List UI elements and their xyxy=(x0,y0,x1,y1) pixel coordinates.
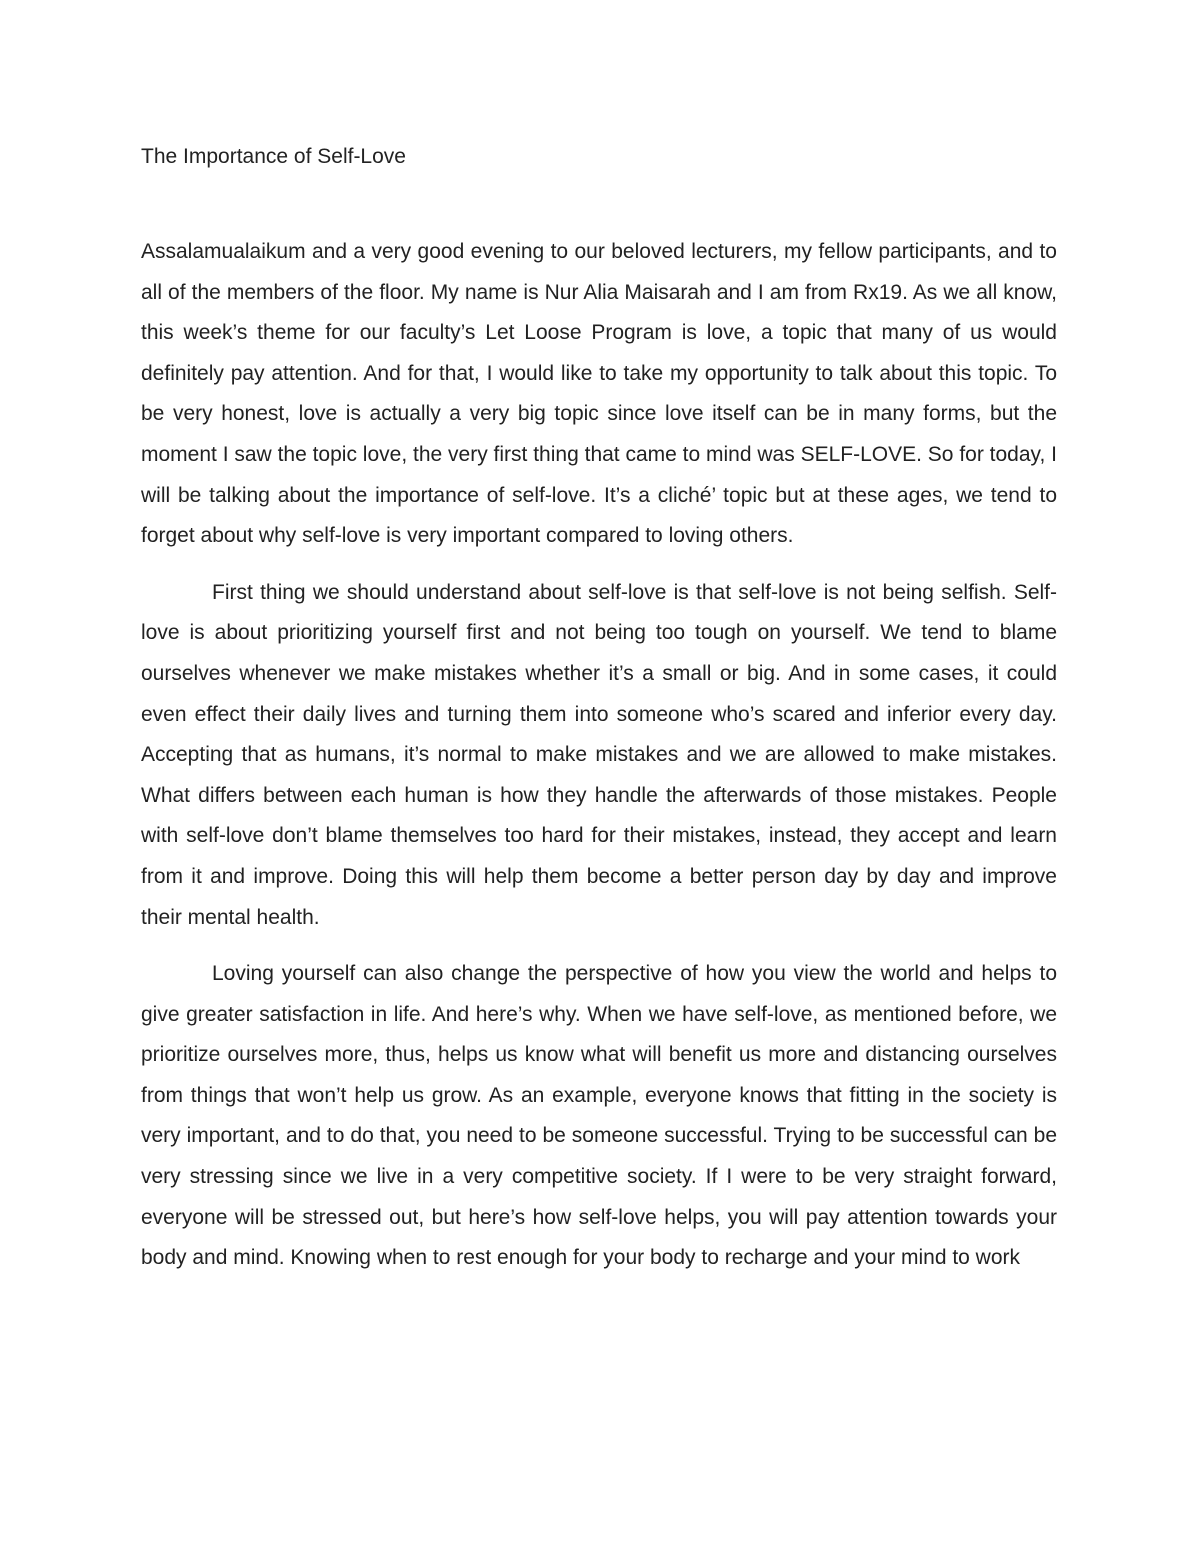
document-body xyxy=(141,232,1057,1279)
document-title: The Importance of Self-Love xyxy=(141,145,406,168)
paragraph-intro: Assalamualaikum and a very good evening to our beloved lecturers, my fellow participants, and to all of the members of the floor. My name is Nur Alia Maisarah and I am from Rx19. As we all know, this week’s theme for our faculty’s Let Loose Program is love, a topic that many of us would definitely pay attention. And for that, I would like to take my opportunity to talk about this topic. To be very honest, love is actually a very big topic since love itself can be in many forms, but the moment I saw the topic love, the very first thing that came to mind was SELF-LOVE. So for today, I will be talking about the importance of self-love. It’s a cliché’ topic but at these ages, we tend to forget about why self-love is very important compared to loving others. xyxy=(141,240,1057,548)
paragraph-perspective: Loving yourself can also change the perspective of how you view the world and helps to give greater satisfaction in life. And here’s why. When we have self-love, as mentioned before, we prioritize ourselves more, thus, helps us know what will benefit us more and distancing ourselves from things that won’t help us grow. As an example, everyone knows that fitting in the society is very important, and to do that, you need to be someone successful. Trying to be successful can be very stressing since we live in a very competitive society. If I were to be very straight forward, everyone will be stressed out, but here’s how self-love helps, you will pay attention towards your body and mind. Knowing when to rest enough for your body to recharge and your mind to work xyxy=(141,962,1057,1270)
paragraph-self-love-not-selfish: First thing we should understand about self-love is that self-love is not being selfish. Self-love is about prioritizing yourself first and not being too tough on yourself. We tend to blame ourselves whenever we make mistakes whether it’s a small or big. And in some cases, it could even effect their daily lives and turning them into someone who’s scared and inferior every day. Accepting that as humans, it’s normal to make mistakes and we are allowed to make mistakes. What differs between each human is how they handle the afterwards of those mistakes. People with self-love don’t blame themselves too hard for their mistakes, instead, they accept and learn from it and improve. Doing this will help them become a better person day by day and improve their mental health. xyxy=(141,580,1057,929)
